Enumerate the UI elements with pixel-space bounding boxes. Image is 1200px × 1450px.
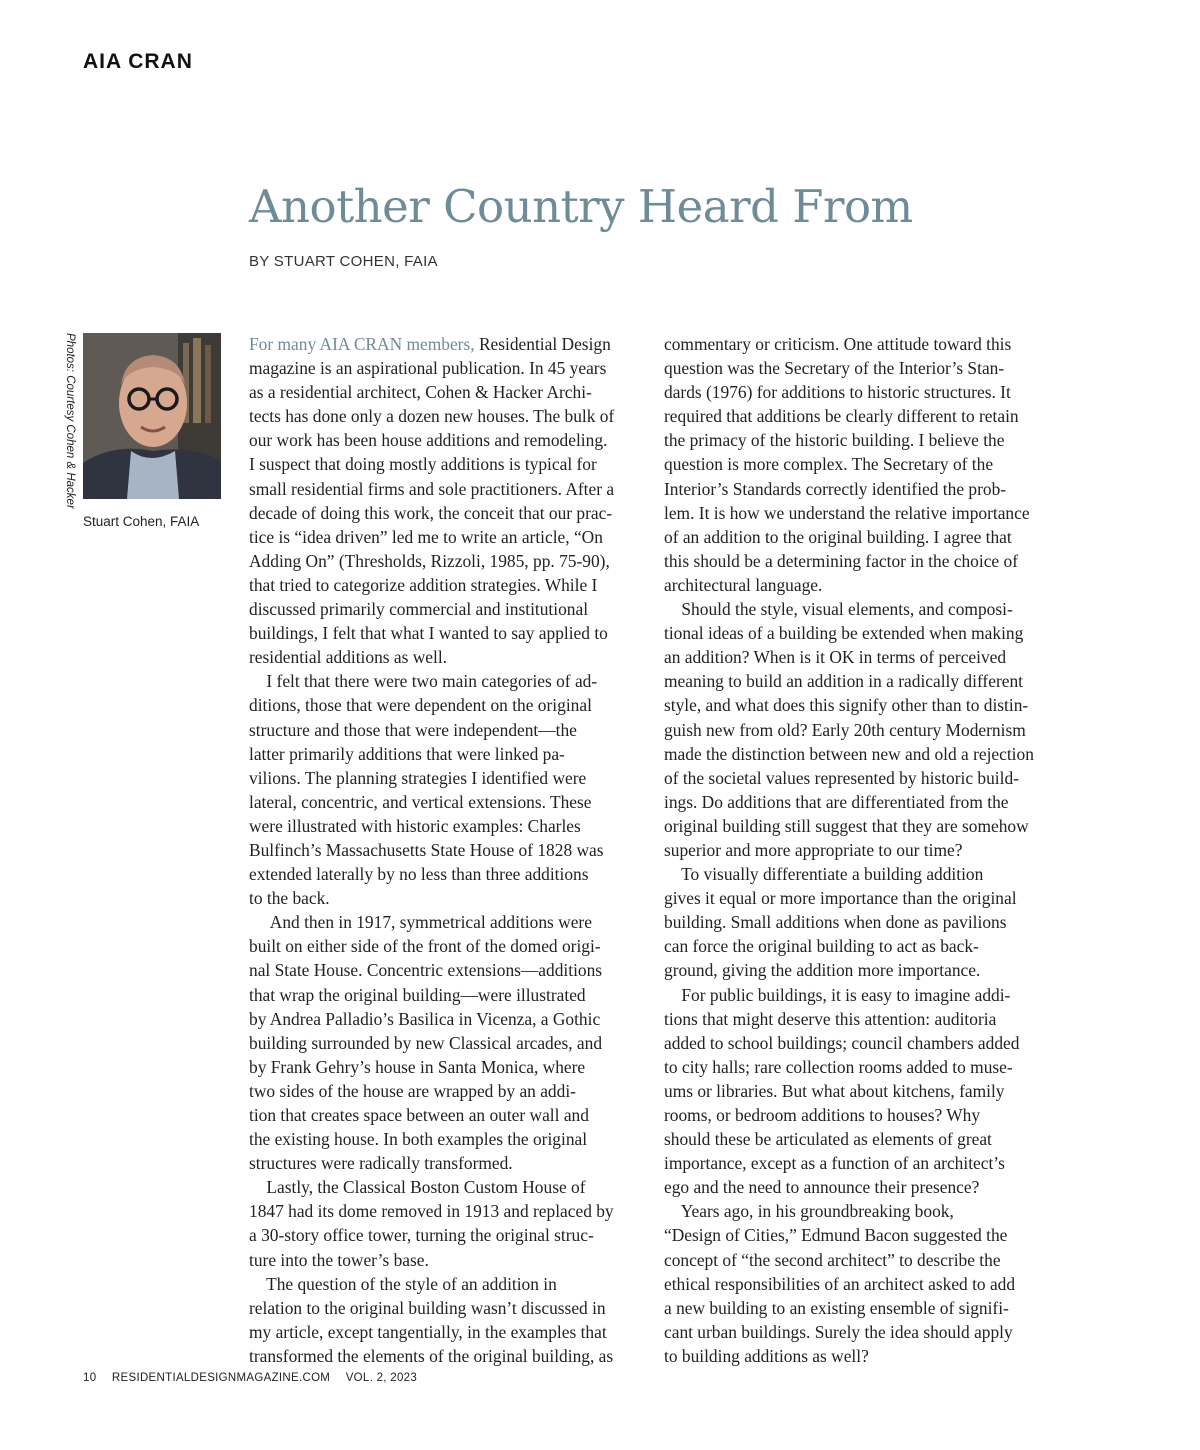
text-line: a 30-story office tower, turning the original struc- (249, 1225, 594, 1246)
text-line: to the back. (249, 888, 330, 909)
text-line: question was the Secretary of the Interior’s Stan- (664, 358, 1005, 379)
text-line: meaning to build an addition in a radically different (664, 671, 1023, 692)
text-line: as a residential architect, Cohen & Hacker Archi- (249, 382, 592, 403)
text-line: small residential firms and sole practitioners. After a (249, 478, 615, 499)
article-headline: Another Country Heard From (249, 180, 913, 233)
text-line: buildings, I felt that what I wanted to say applied to (249, 623, 608, 644)
text-line: “Design of Cities,” Edmund Bacon suggested the (664, 1225, 1008, 1246)
text-line: should these be articulated as elements of great (664, 1129, 992, 1150)
photo-caption: Stuart Cohen, FAIA (83, 514, 200, 529)
text-line: Should the style, visual elements, and composi- (664, 599, 1013, 620)
text-line: And then in 1917, symmetrical additions were (249, 912, 592, 933)
text-line: tects has done only a dozen new houses. The bulk of (249, 406, 615, 427)
text-line: by Andrea Palladio’s Basilica in Vicenza, a Gothic (249, 1008, 601, 1029)
text-line: ground, giving the addition more importance. (664, 960, 981, 981)
text-line: structure and those that were independent—the (249, 719, 577, 740)
footer-volume: VOL. 2, 2023 (345, 1372, 418, 1384)
text-line: extended laterally by no less than three additions (249, 864, 589, 885)
text-line: 1847 had its dome removed in 1913 and replaced by (249, 1201, 614, 1222)
text-line: dards (1976) for additions to historic structures. It (664, 382, 1011, 403)
page-number: 10 (83, 1372, 97, 1384)
text-line: by Frank Gehry’s house in Santa Monica, where (249, 1056, 586, 1077)
article-column-left (249, 332, 637, 1368)
text-line: commentary or criticism. One attitude toward this (664, 334, 1012, 354)
text-line: style, and what does this signify other than to distin- (664, 695, 1029, 716)
text-line: to city halls; rare collection rooms added to muse- (664, 1056, 1013, 1077)
text-line: ums or libraries. But what about kitchens, family (664, 1080, 1005, 1101)
text-line: architectural language. (664, 574, 823, 595)
text-line: ings. Do additions that are differentiated from the (664, 791, 1009, 812)
text-line: ego and the need to announce their presence? (664, 1177, 980, 1198)
text-line: an addition? When is it OK in terms of perceived (664, 647, 1007, 668)
section-label: AIA CRAN (83, 50, 193, 73)
text-line: of the societal values represented by historic build- (664, 767, 1019, 788)
text-line: Lastly, the Classical Boston Custom House of (249, 1177, 586, 1198)
text-line: Bulfinch’s Massachusetts State House of 1828 was (249, 839, 604, 860)
text-line: question is more complex. The Secretary of the (664, 454, 994, 475)
text-line: two sides of the house are wrapped by an addi- (249, 1080, 576, 1101)
text-line: that tried to categorize addition strategies. While I (249, 574, 598, 595)
text-line: discussed primarily commercial and institutional (249, 599, 589, 620)
text-line: made the distinction between new and old a rejection (664, 743, 1034, 764)
text-line: building. Small additions when done as pavilions (664, 912, 1007, 933)
text-line: I suspect that doing mostly additions is typical for (249, 454, 597, 475)
text-line: gives it equal or more importance than the original (664, 888, 1017, 909)
text-line: the existing house. In both examples the original (249, 1129, 588, 1150)
portrait-illustration (83, 333, 221, 499)
lead-in: For many AIA CRAN members, (249, 334, 475, 354)
text-line: added to school buildings; council chambers added (664, 1032, 1020, 1053)
text-line: to building additions as well? (664, 1345, 869, 1366)
page-footer (83, 1372, 429, 1384)
byline: BY STUART COHEN, FAIA (249, 253, 438, 270)
text-line: vilions. The planning strategies I identified were (249, 767, 587, 788)
text-line: tional ideas of a building be extended when making (664, 623, 1024, 644)
lead-line (249, 332, 637, 356)
text-line: latter primarily additions that were linked pa- (249, 743, 565, 764)
text-line: the primacy of the historic building. I believe the (664, 430, 1005, 451)
text-line: cant urban buildings. Surely the idea should apply (664, 1321, 1013, 1342)
text-line: building surrounded by new Classical arcades, and (249, 1032, 603, 1053)
text-line: tions that might deserve this attention: auditoria (664, 1008, 997, 1029)
footer-website: RESIDENTIALDESIGNMAGAZINE.COM (111, 1372, 331, 1384)
text-line: a new building to an existing ensemble of signifi- (664, 1297, 1009, 1318)
lead-line-text: Residential Design (474, 334, 611, 354)
text-line: original building still suggest that they are somehow (664, 815, 1029, 836)
text-line: ditions, those that were dependent on the original (249, 695, 592, 716)
text-line: residential additions as well. (249, 647, 448, 668)
text-line: For public buildings, it is easy to imagine addi- (664, 984, 1011, 1005)
text-line: lateral, concentric, and vertical extensions. These (249, 791, 592, 812)
text-line: Adding On” (Thresholds, Rizzoli, 1985, pp. 75-90), (249, 550, 610, 571)
text-line: that wrap the original building—were illustrated (249, 984, 586, 1005)
text-line: guish new from old? Early 20th century Modernism (664, 719, 1026, 740)
text-line: our work has been house additions and remodeling. (249, 430, 608, 451)
text-line: The question of the style of an addition in (249, 1273, 557, 1294)
text-line: can force the original building to act as back- (664, 936, 979, 957)
text-line: nal State House. Concentric extensions—additions (249, 960, 603, 981)
text-line: of an addition to the original building. I agree that (664, 526, 1012, 547)
text-line: this should be a determining factor in the choice of (664, 550, 1018, 571)
photo-credit: Photos: Courtesy Cohen & Hacker (64, 333, 76, 509)
text-line: I felt that there were two main categories of ad- (249, 671, 598, 692)
text-line: tion that creates space between an outer wall and (249, 1105, 589, 1125)
text-line: decade of doing this work, the conceit that our prac- (249, 502, 613, 523)
text-line: importance, except as a function of an architect’s (664, 1153, 1005, 1174)
text-line: concept of “the second architect” to describe the (664, 1249, 1001, 1270)
text-line: superior and more appropriate to our time? (664, 839, 963, 860)
text-line: were illustrated with historic examples: Charles (249, 815, 581, 836)
text-line: my article, except tangentially, in the examples that (249, 1321, 607, 1342)
text-line: lem. It is how we understand the relative importance (664, 502, 1030, 523)
text-line: transformed the elements of the original building, as (249, 1345, 614, 1366)
text-line: tice is “idea driven” led me to write an article, “On (249, 526, 603, 547)
text-line: ethical responsibilities of an architect asked to add (664, 1273, 1016, 1294)
text-line: relation to the original building wasn’t discussed in (249, 1297, 606, 1318)
text-line: built on either side of the front of the domed origi- (249, 936, 601, 957)
text-line: required that additions be clearly different to retain (664, 406, 1019, 427)
text-line: rooms, or bedroom additions to houses? Why (664, 1105, 981, 1125)
portrait-photo (83, 333, 221, 499)
article-column-right (664, 332, 1052, 1368)
text-line: ture into the tower’s base. (249, 1249, 429, 1270)
text-line: structures were radically transformed. (249, 1153, 513, 1174)
text-line: To visually differentiate a building addition (664, 864, 984, 885)
text-line: magazine is an aspirational publication. In 45 years (249, 358, 607, 379)
text-line: Years ago, in his groundbreaking book, (664, 1201, 954, 1222)
text-line: Interior’s Standards correctly identified the prob- (664, 478, 1007, 499)
